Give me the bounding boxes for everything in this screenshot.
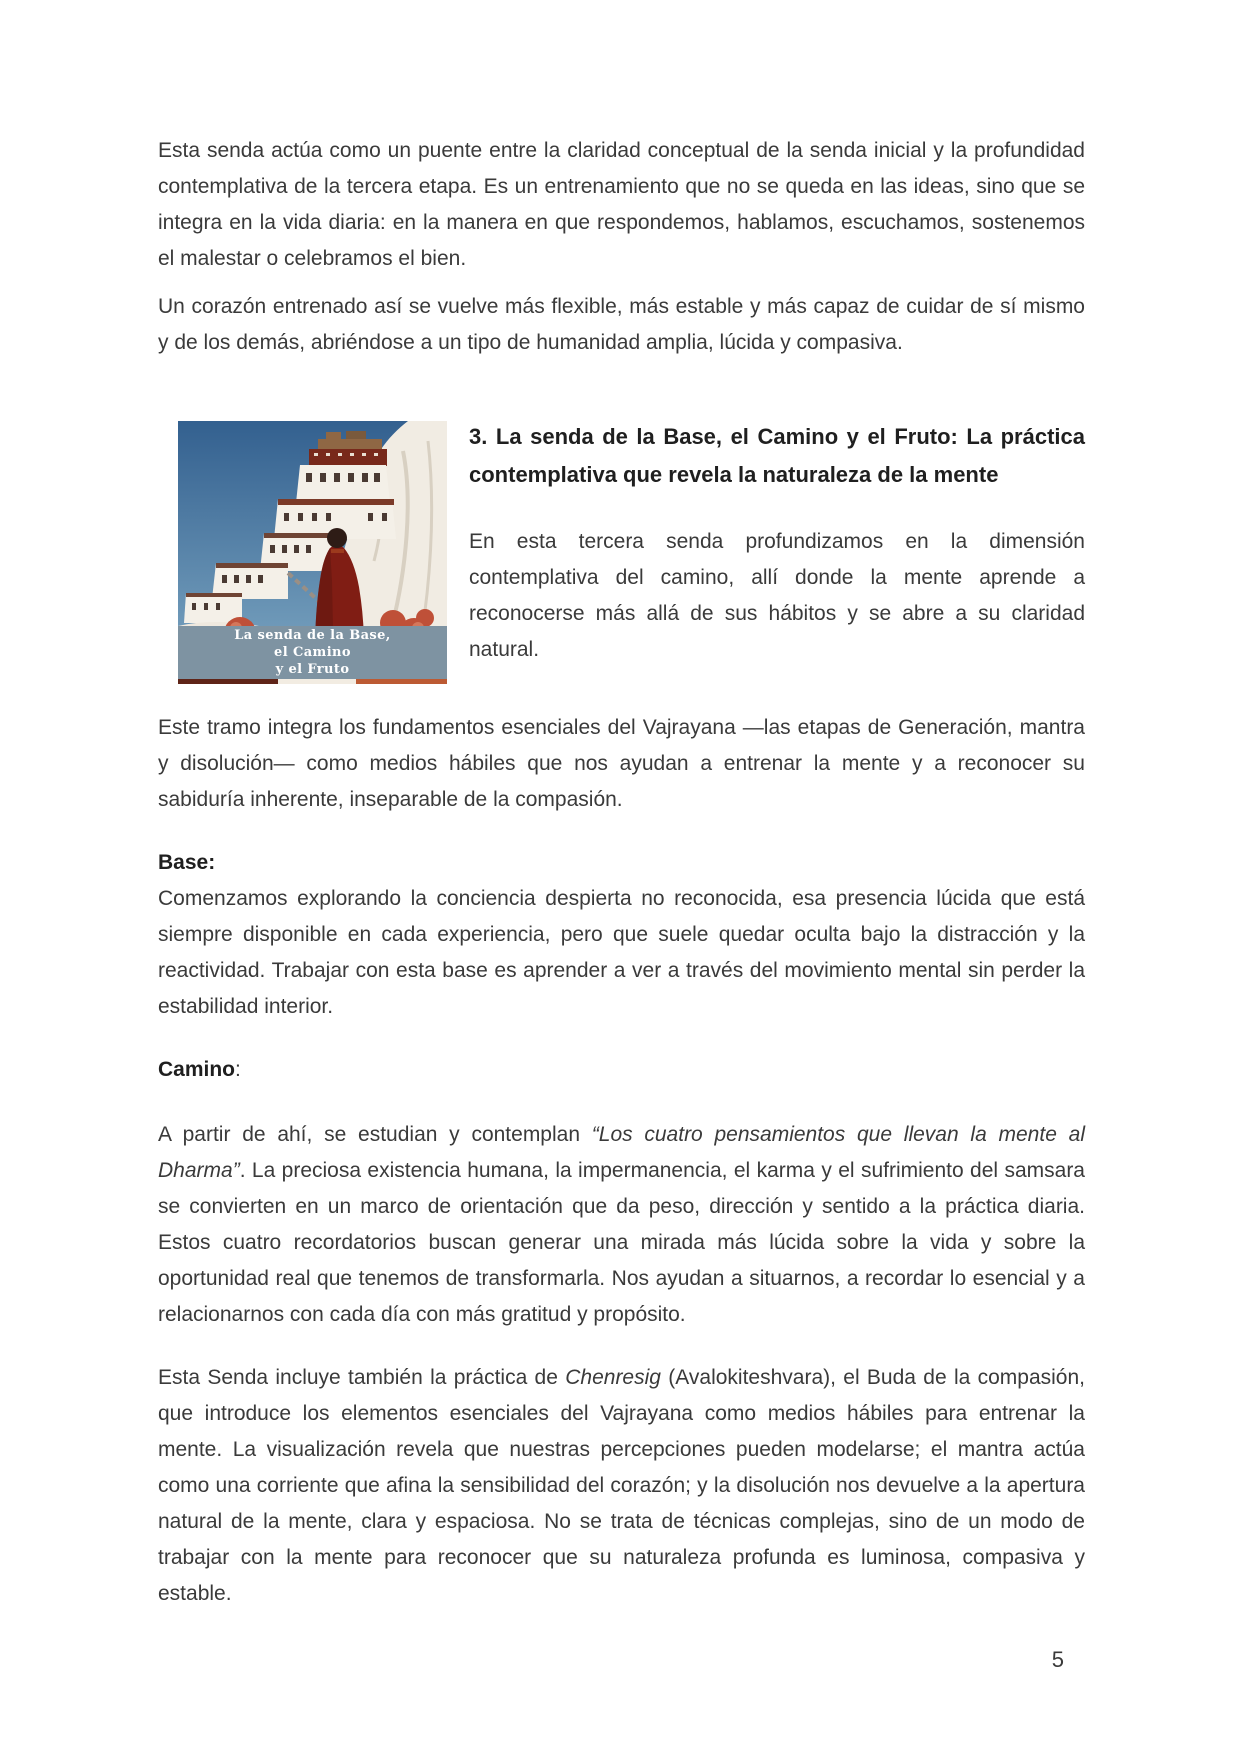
camino-label-word: Camino xyxy=(158,1058,236,1081)
paragraph-intro-1: Esta senda actúa como un puente entre la claridad conceptual de la senda inicial y la profundidad contemplativa de la tercera etapa. Es un entrenamiento que no se queda en las ideas, sino que se integra en la vida diaria: en la manera en que respondemos, hablamos, escuchamos, sostenemos el malestar o celebramos el bien. xyxy=(158,139,1085,270)
section-3-heading: 3. La senda de la Base, el Camino y el Fruto: La práctica contemplativa que revela la naturaleza de la mente xyxy=(469,424,1085,487)
figure-potala-palace xyxy=(178,421,447,684)
figure-caption-line: La senda de la Base, xyxy=(234,628,391,643)
figure-caption-line: y el Fruto xyxy=(275,662,350,677)
chenresig-text-before: Esta Senda incluye también la práctica de xyxy=(158,1366,566,1389)
paragraph-chenresig xyxy=(158,1360,1085,1612)
paragraph-camino xyxy=(158,1117,1085,1333)
camino-text-italic-quote: “Los cuatro pensamientos que llevan la mente al Dharma” xyxy=(158,1123,1085,1182)
paragraph-intro-2: Un corazón entrenado así se vuelve más flexible, más estable y más capaz de cuidar de sí mismo y de los demás, abriéndose a un tipo de humanidad amplia, lúcida y compasiva. xyxy=(158,295,1085,354)
figure-caption xyxy=(178,626,447,679)
figure-caption-line: el Camino xyxy=(274,645,351,660)
chenresig-text-italic: Chenresig xyxy=(565,1366,661,1389)
paragraph-integration: Este tramo integra los fundamentos esenciales del Vajrayana —las etapas de Generación, mantra y disolución— como medios hábiles que nos ayudan a entrenar la mente y a reconocer su sabiduría inherente, inseparable de la compasión. xyxy=(158,716,1085,811)
chenresig-text-after: (Avalokiteshvara), el Buda de la compasión, que introduce los elementos esenciales del Vajrayana como medios hábiles para entrenar la mente. La visualización revela que nuestras percepciones pueden modelarse; el mantra actúa como una corriente que afina la sensibilidad del corazón; y la disolución nos devuelve a la apertura natural de la mente, clara y espaciosa. No se trata de técnicas complejas, sino de un modo de trabajar con la mente para reconocer que su naturaleza profunda es luminosa, compasiva y estable. xyxy=(158,1366,1085,1605)
camino-label-colon: : xyxy=(235,1058,241,1081)
paragraph-section3-intro: En esta tercera senda profundizamos en la dimensión contemplativa del camino, allí donde la mente aprende a reconocerse más allá de sus hábitos y se abre a su claridad natural. xyxy=(469,530,1085,661)
camino-text-after: . La preciosa existencia humana, la impermanencia, el karma y el sufrimiento del samsara se convierten en un marco de orientación que da peso, dirección y sentido a la práctica diaria. Estos cuatro recordatorios buscan generar una mirada más lúcida sobre la vida y sobre la oportunidad real que tenemos de transformarla. Nos ayudan a situarnos, a recordar lo esencial y a relacionarnos con cada día con más gratitud y propósito. xyxy=(158,1159,1085,1326)
section-3 xyxy=(158,418,1085,696)
camino-label xyxy=(158,1052,1085,1088)
base-label: Base: xyxy=(158,851,216,874)
page-number: 5 xyxy=(1051,1647,1064,1672)
paragraph-base: Comenzamos explorando la conciencia despierta no reconocida, esa presencia lúcida que está siempre disponible en cada experiencia, pero que suele quedar oculta bajo la distracción y la reactividad. Trabajar con esta base es aprender a ver a través del movimiento mental sin perder la estabilidad interior. xyxy=(158,887,1085,1018)
camino-text-before: A partir de ahí, se estudian y contemplan xyxy=(158,1123,592,1146)
